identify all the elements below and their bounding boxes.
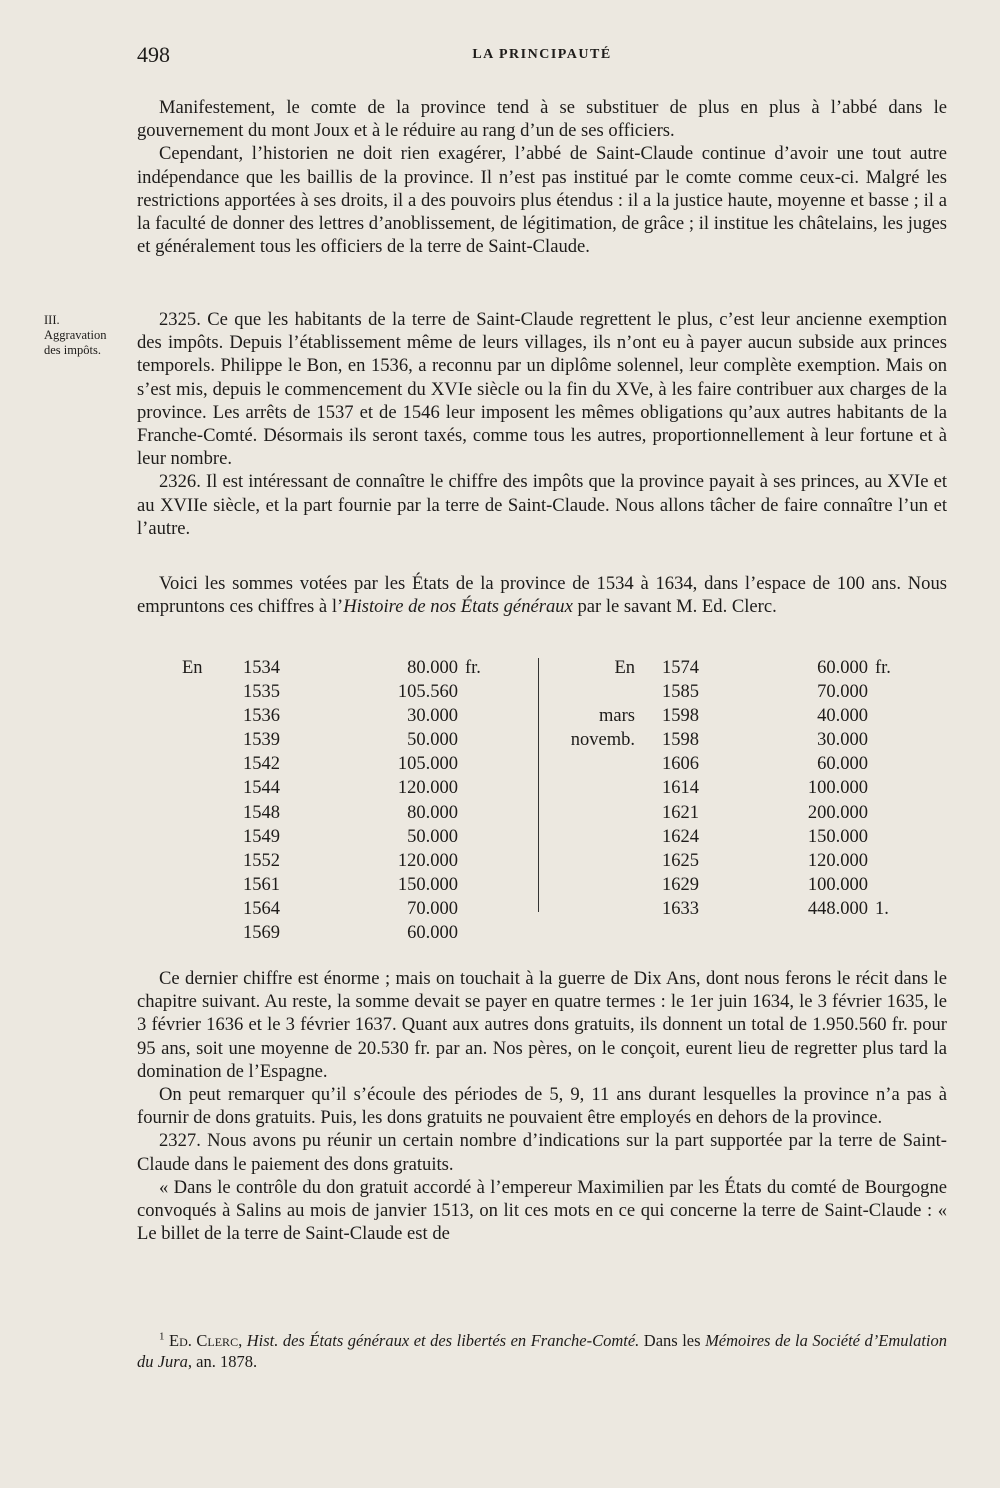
table-row-year: 1552 <box>243 850 280 871</box>
page-header <box>137 42 947 72</box>
table-row <box>545 704 945 728</box>
table-row-amount: 80.000 <box>407 658 458 678</box>
table-row <box>545 825 945 849</box>
table-row-year: 1598 <box>662 706 699 727</box>
marginal-note: III. Aggravation des impôts. <box>44 313 107 357</box>
footnote-marker: 1 <box>159 1330 165 1343</box>
table-row-year: 1625 <box>662 850 699 871</box>
table-row-year: 1536 <box>243 706 280 727</box>
table-row-amount: 150.000 <box>807 826 868 847</box>
table-row-prefix: En <box>614 658 635 678</box>
footnote-mid: Dans les <box>639 1331 706 1350</box>
intro-text: Voici les sommes votées par les États de la province de 1534 à 1634, dans l’espace de 100 ans. Nous empruntons ces chiffres à l’ <box>137 573 947 618</box>
text-block-lower <box>137 967 947 1245</box>
paragraph-2326: 2326. Il est intéressant de connaître le chiffre des impôts que la province payait à ses princes, au XVIe et au XVIIe siècle, et la part fournie par la terre de Saint-Claude. Nous allons tâcher de faire connaître l’un et l’autre. <box>137 471 947 539</box>
table-row-year: 1633 <box>662 898 699 919</box>
table-row-unit: 1. <box>875 898 889 919</box>
table-row-amount: 120.000 <box>397 850 458 871</box>
table-row-amount: 30.000 <box>817 730 868 751</box>
table-row <box>545 897 945 921</box>
table-row-year: 1614 <box>662 778 699 799</box>
table-row-year: 1606 <box>662 754 699 775</box>
table-row <box>182 656 481 680</box>
table-row <box>182 728 472 752</box>
table-row-amount: 448.000 <box>807 898 868 919</box>
table-row-unit: fr. <box>875 658 891 678</box>
table-row-amount: 80.000 <box>407 802 458 823</box>
footnote-author: Ed. Clerc <box>169 1331 239 1350</box>
table-row-prefix: mars <box>599 706 635 727</box>
table-row-amount: 70.000 <box>407 898 458 919</box>
table-row-year: 1574 <box>662 658 699 678</box>
table-row-year: 1564 <box>243 898 280 919</box>
paragraph-periods: On peut remarquer qu’il s’écoule des périodes de 5, 9, 11 ans durant lesquelles la province n’a pas à fournir de dons gratuits. Puis, les dons gratuits ne pouvaient être employés en dehors de la province. <box>137 1084 947 1129</box>
paragraph-1: Manifestement, le comte de la province tend à se substituer de plus en plus à l’abbé dans le gouvernement du mont Joux et à le réduire au rang d’un de ses officiers. <box>137 97 947 142</box>
table-row <box>545 776 945 800</box>
paragraph-table-intro <box>137 572 947 618</box>
table-row <box>182 921 472 945</box>
table-row <box>545 656 945 680</box>
table-row-amount: 40.000 <box>817 706 868 727</box>
table-divider <box>538 658 539 912</box>
table-row <box>182 680 472 704</box>
paragraph-2327: 2327. Nous avons pu réunir un certain nombre d’indications sur la part supportée par la terre de Saint-Claude dans le paiement des dons gratuits. <box>137 1130 947 1175</box>
paragraph-comment: Ce dernier chiffre est énorme ; mais on touchait à la guerre de Dix Ans, dont nous ferons le récit dans le chapitre suivant. Au reste, la somme devait se payer en quatre termes : le 1er juin 1634, le 3 février 1635, le 3 février 1636 et le 3 février 1637. Quant aux autres dons gratuits, ils donnent un total de 1.950.560 fr. pour 95 ans, soit une moyenne de 20.530 fr. par an. Nos pères, on le conçoit, eurent lieu de regretter plus tard la domination de l’Espagne. <box>137 968 947 1082</box>
table-row-year: 1621 <box>662 802 699 823</box>
table-row-year: 1624 <box>662 826 699 847</box>
table-row <box>545 728 945 752</box>
paragraph-quote: « Dans le contrôle du don gratuit accordé à l’empereur Maximilien par les États du comté de Bourgogne convoqués à Salins au mois de janvier 1513, on lit ces mots en ce qui concerne la terre de Saint-Claude : « Le billet de la terre de Saint-Claude est de <box>137 1176 947 1245</box>
table-row <box>182 897 472 921</box>
table-row <box>182 752 472 776</box>
table-row-year: 1561 <box>243 874 280 895</box>
table-row-amount: 60.000 <box>407 923 458 944</box>
text-block-intro-table <box>137 572 947 618</box>
table-row-year: 1535 <box>243 682 280 703</box>
table-row-amount: 105.000 <box>397 754 458 775</box>
table-row-year: 1534 <box>243 658 280 678</box>
table-row-amount: 150.000 <box>397 874 458 895</box>
table-row-year: 1539 <box>243 730 280 751</box>
cited-work-title: Histoire de nos États généraux <box>343 596 573 618</box>
table-row-year: 1542 <box>243 754 280 775</box>
table-row-amount: 70.000 <box>817 682 868 703</box>
table-row <box>182 776 472 800</box>
table-row-prefix: En <box>182 658 203 678</box>
table-row <box>545 873 945 897</box>
running-title: LA PRINCIPAUTÉ <box>472 47 612 62</box>
table-row-amount: 105.560 <box>397 682 458 703</box>
table-row <box>545 752 945 776</box>
table-row <box>182 704 472 728</box>
page-number: 498 <box>137 42 170 67</box>
table-row <box>545 849 945 873</box>
intro-text-end: par le savant M. Ed. Clerc. <box>572 596 777 618</box>
table-row-amount: 60.000 <box>817 658 868 678</box>
table-row-year: 1544 <box>243 778 280 799</box>
table-row <box>545 801 945 825</box>
table-row-year: 1598 <box>662 730 699 751</box>
paragraph-2325: 2325. Ce que les habitants de la terre de Saint-Claude regrettent le plus, c’est leur ancienne exemption des impôts. Depuis l’établissement même de leurs villages, ils n’ont eu à payer aucun subside aux princes temporels. Philippe le Bon, en 1536, a reconnu par un diplôme solennel, leur complète exemption. Mais on s’est mis, depuis le commencement du XVIe siècle ou la fin du XVe, à les faire contribuer aux charges de la province. Les arrêts de 1537 et de 1546 leur imposent les mêmes obligations qu’aux autres habitants de la Franche-Comté. Désormais ils seront taxés, comme tous les autres, proportionnellement à leur fortune et à leur nombre. <box>137 309 947 470</box>
table-row-amount: 100.000 <box>807 874 868 895</box>
table-row-prefix: novemb. <box>570 730 635 751</box>
table-row <box>182 801 472 825</box>
table-row-amount: 200.000 <box>807 802 868 823</box>
table-column-left <box>182 656 481 945</box>
footnote-journal: Mémoires de la Société d’Emulation du Jura <box>137 1331 948 1371</box>
table-row-year: 1548 <box>243 802 280 823</box>
paragraph-2: Cependant, l’historien ne doit rien exagérer, l’abbé de Saint-Claude continue d’avoir une tout autre indépendance que les baillis de la province. Il n’est pas institué par le comte comme ceux-ci. Malgré les restrictions apportées à ses droits, il a des pouvoirs plus étendus : il a la justice haute, moyenne et basse ; il a la faculté de donner des lettres d’anoblissement, de légitimation, de grâce ; il institue les châtelains, les juges et généralement tous les officiers de la terre de Saint-Claude. <box>137 143 947 258</box>
table-row-amount: 50.000 <box>407 730 458 751</box>
table-row-amount: 120.000 <box>807 850 868 871</box>
text-block-upper <box>137 96 947 258</box>
table-row-year: 1629 <box>662 874 699 895</box>
table-row-year: 1585 <box>662 682 699 703</box>
table-row <box>182 825 472 849</box>
table-row-year: 1569 <box>243 923 280 944</box>
table-row-amount: 30.000 <box>407 706 458 727</box>
table-row-amount: 100.000 <box>807 778 868 799</box>
table-row-unit: fr. <box>465 658 481 678</box>
text-block-middle <box>137 308 947 540</box>
table-row <box>545 680 945 704</box>
footnote: $^1$ Ed. Clerc, Hist. des États généraux et des libertés en Franche-Comté. Dans les Mémoires de la Société d’Emulation du Jura, an. 1878. <box>137 1330 948 1371</box>
table-row <box>182 849 472 873</box>
tax-table <box>137 656 947 946</box>
table-row-amount: 60.000 <box>817 754 868 775</box>
table-row-year: 1549 <box>243 826 280 847</box>
table-column-right <box>545 656 945 921</box>
table-row-amount: 50.000 <box>407 826 458 847</box>
footnote-end: , an. 1878. <box>187 1352 258 1371</box>
table-row-amount: 120.000 <box>397 778 458 799</box>
footnote-title: Hist. des États généraux et des libertés en Franche-Comté. <box>246 1331 640 1350</box>
table-row <box>182 873 472 897</box>
